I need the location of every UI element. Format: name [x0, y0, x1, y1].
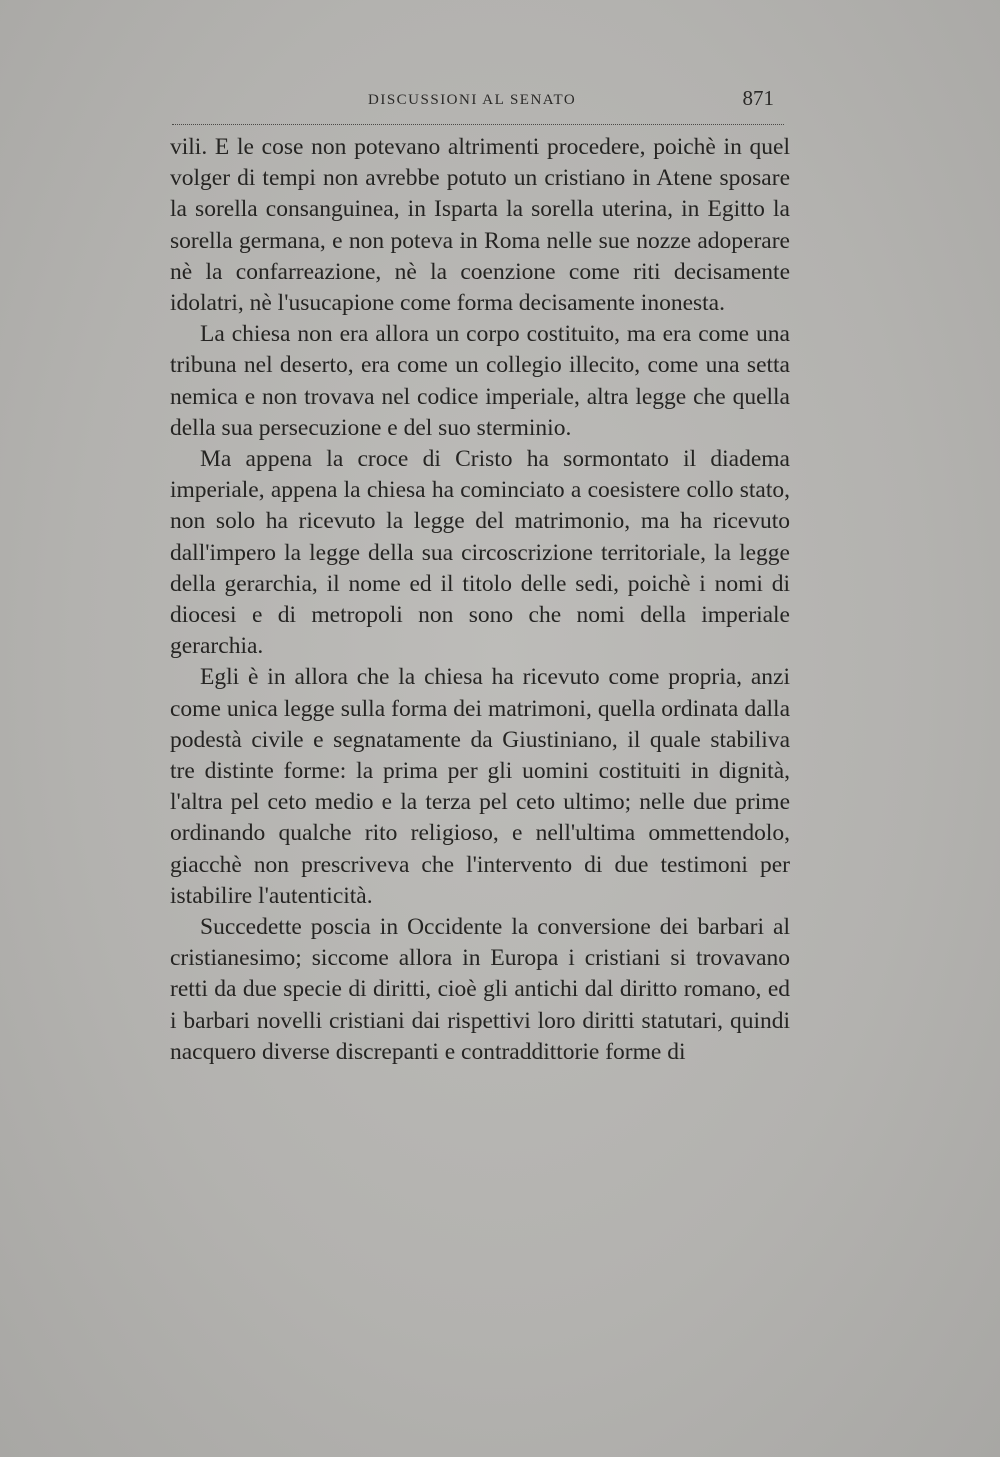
- running-title: DISCUSSIONI AL SENATO: [368, 92, 577, 108]
- page-number: 871: [742, 86, 774, 110]
- paragraph-continuation: vili. E le cose non potevano altrimenti procedere, poichè in quel volger di tempi non avrebbe potuto un cristiano in Atene sposare la sorella consanguinea, in Isparta la sorella uterina, in Egitto la sorella germana, e non poteva in Roma nelle sue nozze adoperare nè la confarreazione, nè la coenzione come riti decisamente idolatri, nè l'usucapione come forma decisamente inonesta.: [170, 134, 790, 317]
- page-header: [172, 86, 792, 116]
- paragraph: La chiesa non era allora un corpo costituito, ma era come una tribuna nel deserto, era come un collegio illecito, come una setta nemica e non trovava nel codice imperiale, altra legge che quella della sua persecuzione e del suo sterminio.: [170, 321, 790, 441]
- body-text: [170, 132, 790, 1068]
- paragraph: Ma appena la croce di Cristo ha sormontato il diadema imperiale, appena la chiesa ha cominciato a coesistere collo stato, non solo ha ricevuto la legge del matrimonio, ma ha ricevuto dall'impero la legge della sua circoscrizione territoriale, la legge della gerarchia, il nome ed il titolo delle sedi, poichè i nomi di diocesi e di metropoli non sono che nomi della imperiale gerarchia.: [170, 446, 790, 660]
- paragraph: Egli è in allora che la chiesa ha ricevuto come propria, anzi come unica legge sulla forma dei matrimoni, quella ordinata dalla podestà civile e segnatamente da Giustiniano, il quale stabiliva tre distinte forme: la prima per gli uomini costituiti in dignità, l'altra pel ceto medio e la terza pel ceto ultimo; nelle due prime ordinando qualche rito religioso, e nell'ultima ommettendolo, giacchè non prescriveva che l'intervento di due testimoni per istabilire l'autenticità.: [170, 664, 790, 909]
- header-rule: [172, 124, 784, 125]
- paragraph: Succedette poscia in Occidente la conversione dei barbari al cristianesimo; siccome allora in Europa i cristiani si trovavano retti da due specie di diritti, cioè gli antichi dal diritto romano, ed i barbari novelli cristiani dai rispettivi loro diritti statutari, quindi nacquero diverse discrepanti e contraddittorie forme di: [170, 914, 790, 1065]
